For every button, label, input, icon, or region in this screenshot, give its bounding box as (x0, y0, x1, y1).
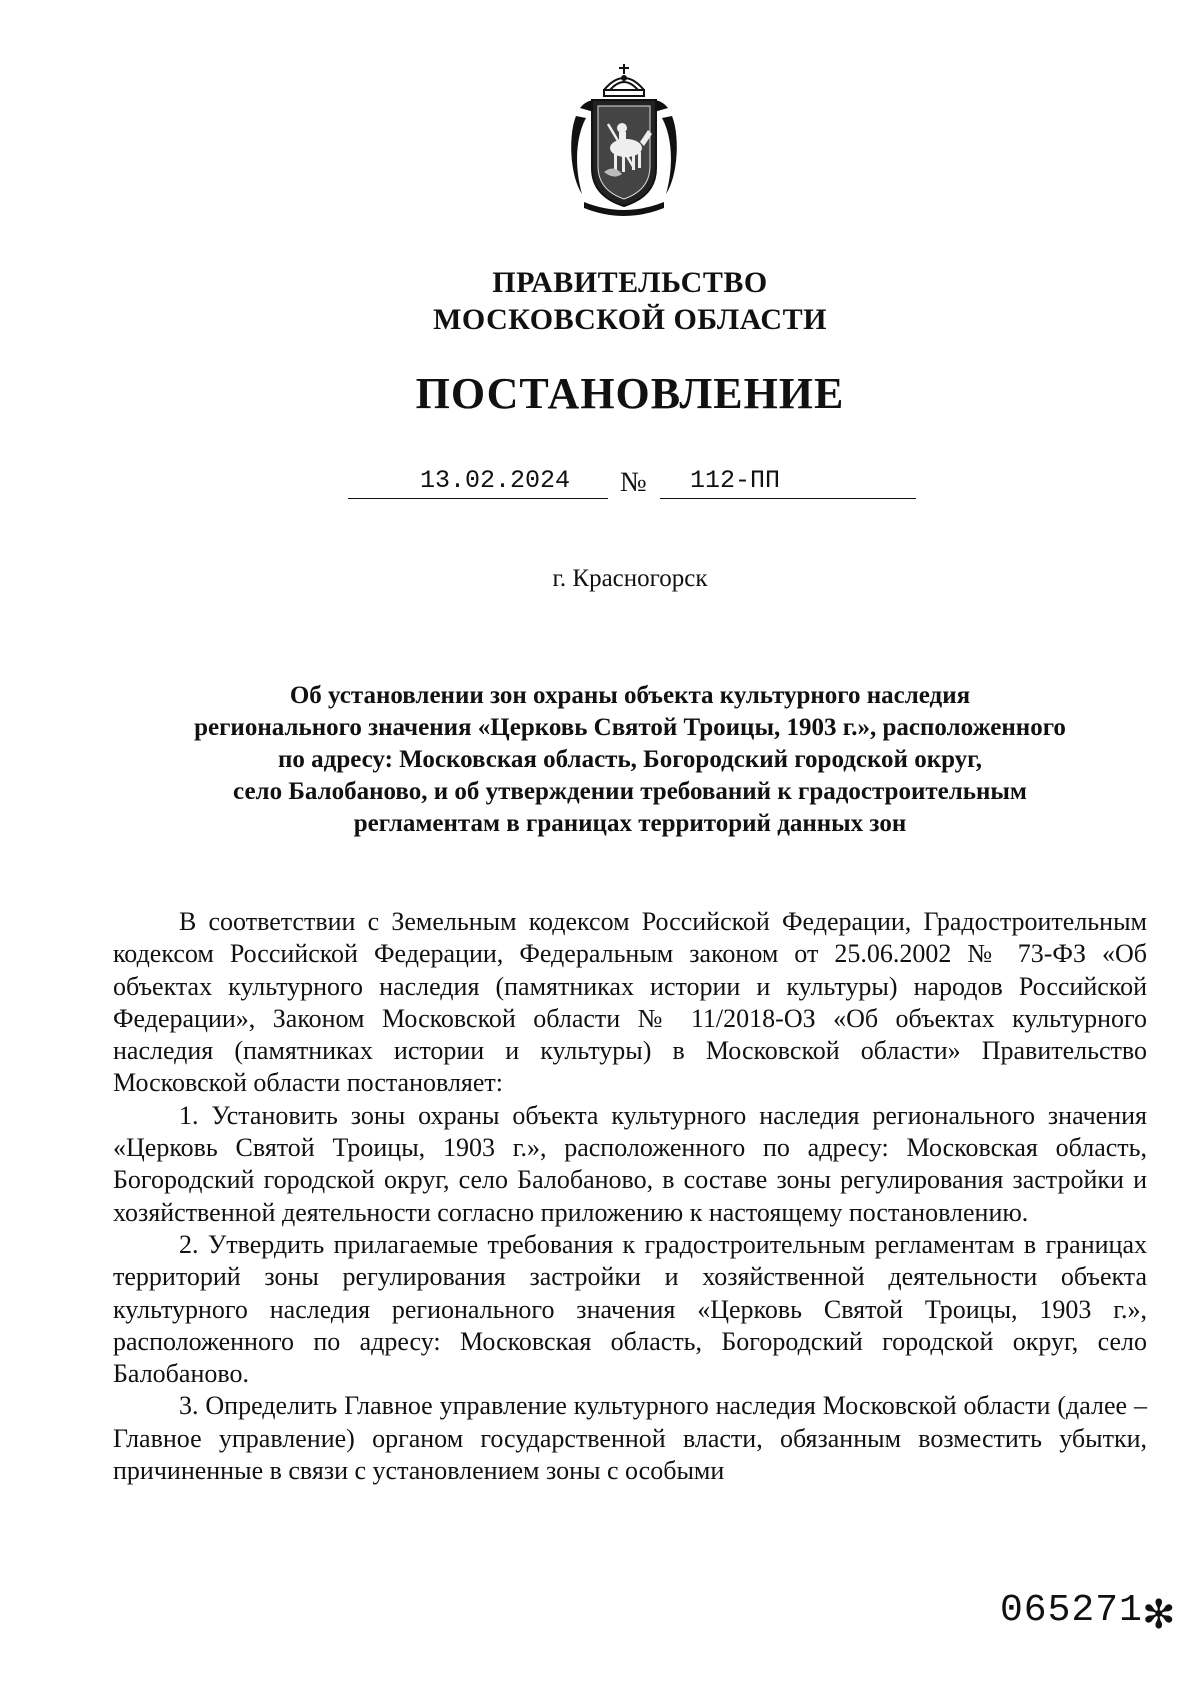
number-underline (660, 498, 916, 499)
document-number: 112-ПП (690, 466, 781, 495)
date-underline (348, 498, 608, 499)
document-date: 13.02.2024 (420, 466, 571, 495)
subject-line: Об установлении зон охраны объекта культурного наследия (289, 682, 971, 709)
serial-number: 065271 (1000, 1589, 1143, 1632)
number-sign: № (620, 467, 647, 498)
government-title-line2: МОСКОВСКОЙ ОБЛАСТИ (433, 303, 827, 336)
clause-1-paragraph: 1. Установить зоны охраны объекта культурного наследия регионального значения «Церковь Святой Троицы, 1903 г.», расположенного по адресу: Московская область, Богородский городской округ, село Балобаново, в составе зоны регулирования застройки и хозяйственной деятельности согласно приложению к настоящему постановлению. (113, 1100, 1147, 1227)
subject-line: по адресу: Московская область, Богородский городской округ, (278, 746, 982, 773)
clause-2-paragraph: 2. Утвердить прилагаемые требования к градостроительным регламентам в границах территорий зоны регулирования застройки и хозяйственной деятельности объекта культурного наследия регионального значения «Церковь Святой Троицы, 1903 г.», расположенного по адресу: Московская область, Богородский городской округ, село Балобаново. (113, 1229, 1147, 1389)
government-title-line1: ПРАВИТЕЛЬСТВО (492, 266, 768, 299)
asterisk-mark: ✻ (1142, 1592, 1176, 1637)
city-name: г. Красногорск (552, 565, 708, 592)
subject-line: регламентам в границах территорий данных зон (353, 810, 907, 837)
document-type: ПОСТАНОВЛЕНИЕ (415, 369, 845, 418)
subject-line: регионального значения «Церковь Святой Троицы, 1903 г.», расположенного (194, 714, 1066, 741)
clause-3-paragraph: 3. Определить Главное управление культурного наследия Московской области (далее – Главное управление) органом государственной власти, обязанным возместить убытки, причиненные в связи с установлением зоны с особыми (113, 1391, 1147, 1486)
document-body (113, 906, 1147, 1487)
subject-line: село Балобаново, и об утверждении требований к градостроительным (233, 778, 1027, 805)
preamble-paragraph: В соответствии с Земельным кодексом Российской Федерации, Градостроительным кодексом Российской Федерации, Федеральным законом от 25.06.2002 № 73-ФЗ «Об объектах культурного наследия (памятниках истории и культуры) народов Российской Федерации», Законом Московской области № 11/2018-ОЗ «Об объектах культурного наследия (памятниках истории и культуры) в Московской области» Правительство Московской области постановляет: (113, 907, 1147, 1098)
document-subject (130, 680, 1130, 840)
coat-of-arms-icon (564, 56, 684, 216)
